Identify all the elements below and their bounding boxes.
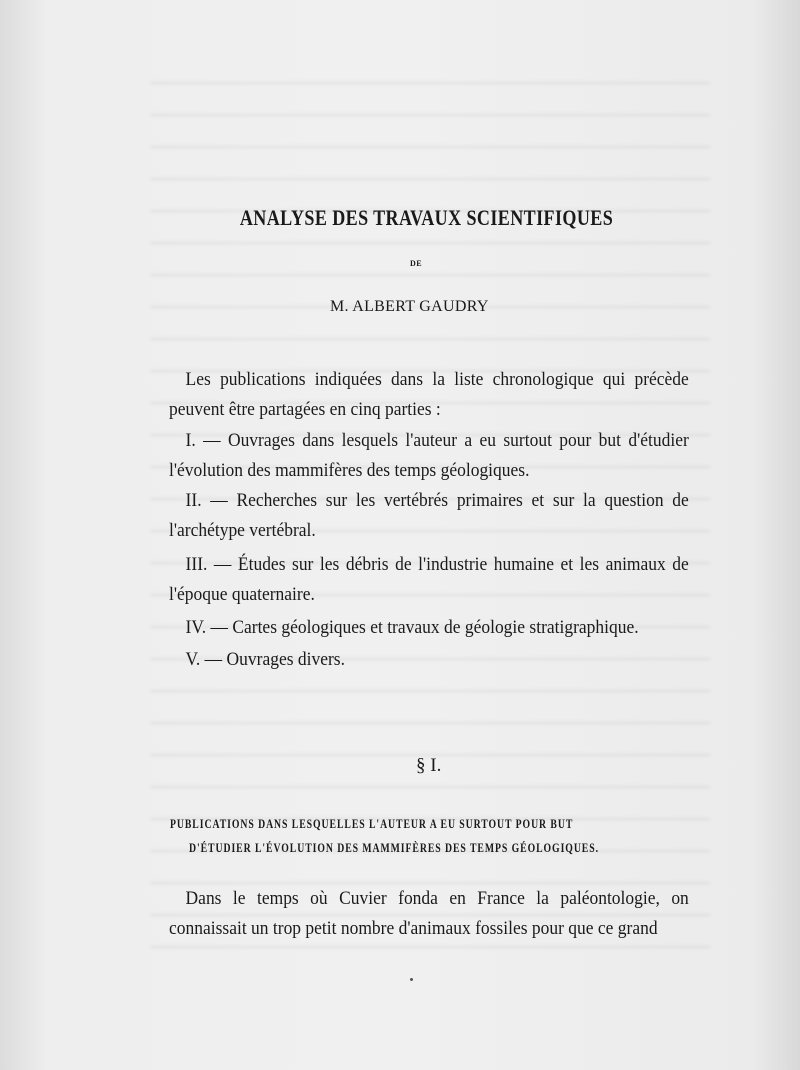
document-title: ANALYSE DES TRAVAUX SCIENTIFIQUES (239, 205, 614, 230)
author-name: M. ALBERT GAUDRY (330, 298, 489, 315)
part-item-1: I. — Ouvrages dans lesquels l'auteur a eu surtout pour but d'étudier l'évolution des mammifères des temps géologiques. (169, 430, 689, 481)
section-number: § I. (416, 755, 442, 776)
section-heading-line-1: PUBLICATIONS DANS LESQUELLES L'AUTEUR A EU SURTOUT POUR BUT (170, 817, 574, 831)
section-heading-line-2: D'ÉTUDIER L'ÉVOLUTION DES MAMMIFÈRES DES TEMPS GÉOLOGIQUES. (189, 841, 599, 855)
ink-speck (410, 978, 413, 981)
title-connector: DE (410, 259, 423, 268)
part-item-3: III. — Études sur les débris de l'industrie humaine et les animaux de l'époque quaternaire. (169, 554, 689, 605)
intro-paragraph: Les publications indiquées dans la liste chronologique qui précède peuvent être partagées en cinq parties : (169, 369, 689, 420)
part-item-2: II. — Recherches sur les vertébrés primaires et sur la question de l'archétype vertébral. (169, 490, 689, 541)
body-paragraph: Dans le temps où Cuvier fonda en France la paléontologie, on connaissait un trop petit nombre d'animaux fossiles pour que ce grand (169, 888, 689, 939)
part-item-5: V. — Ouvrages divers. (185, 649, 345, 670)
part-item-4: IV. — Cartes géologiques et travaux de géologie stratigraphique. (185, 617, 639, 638)
